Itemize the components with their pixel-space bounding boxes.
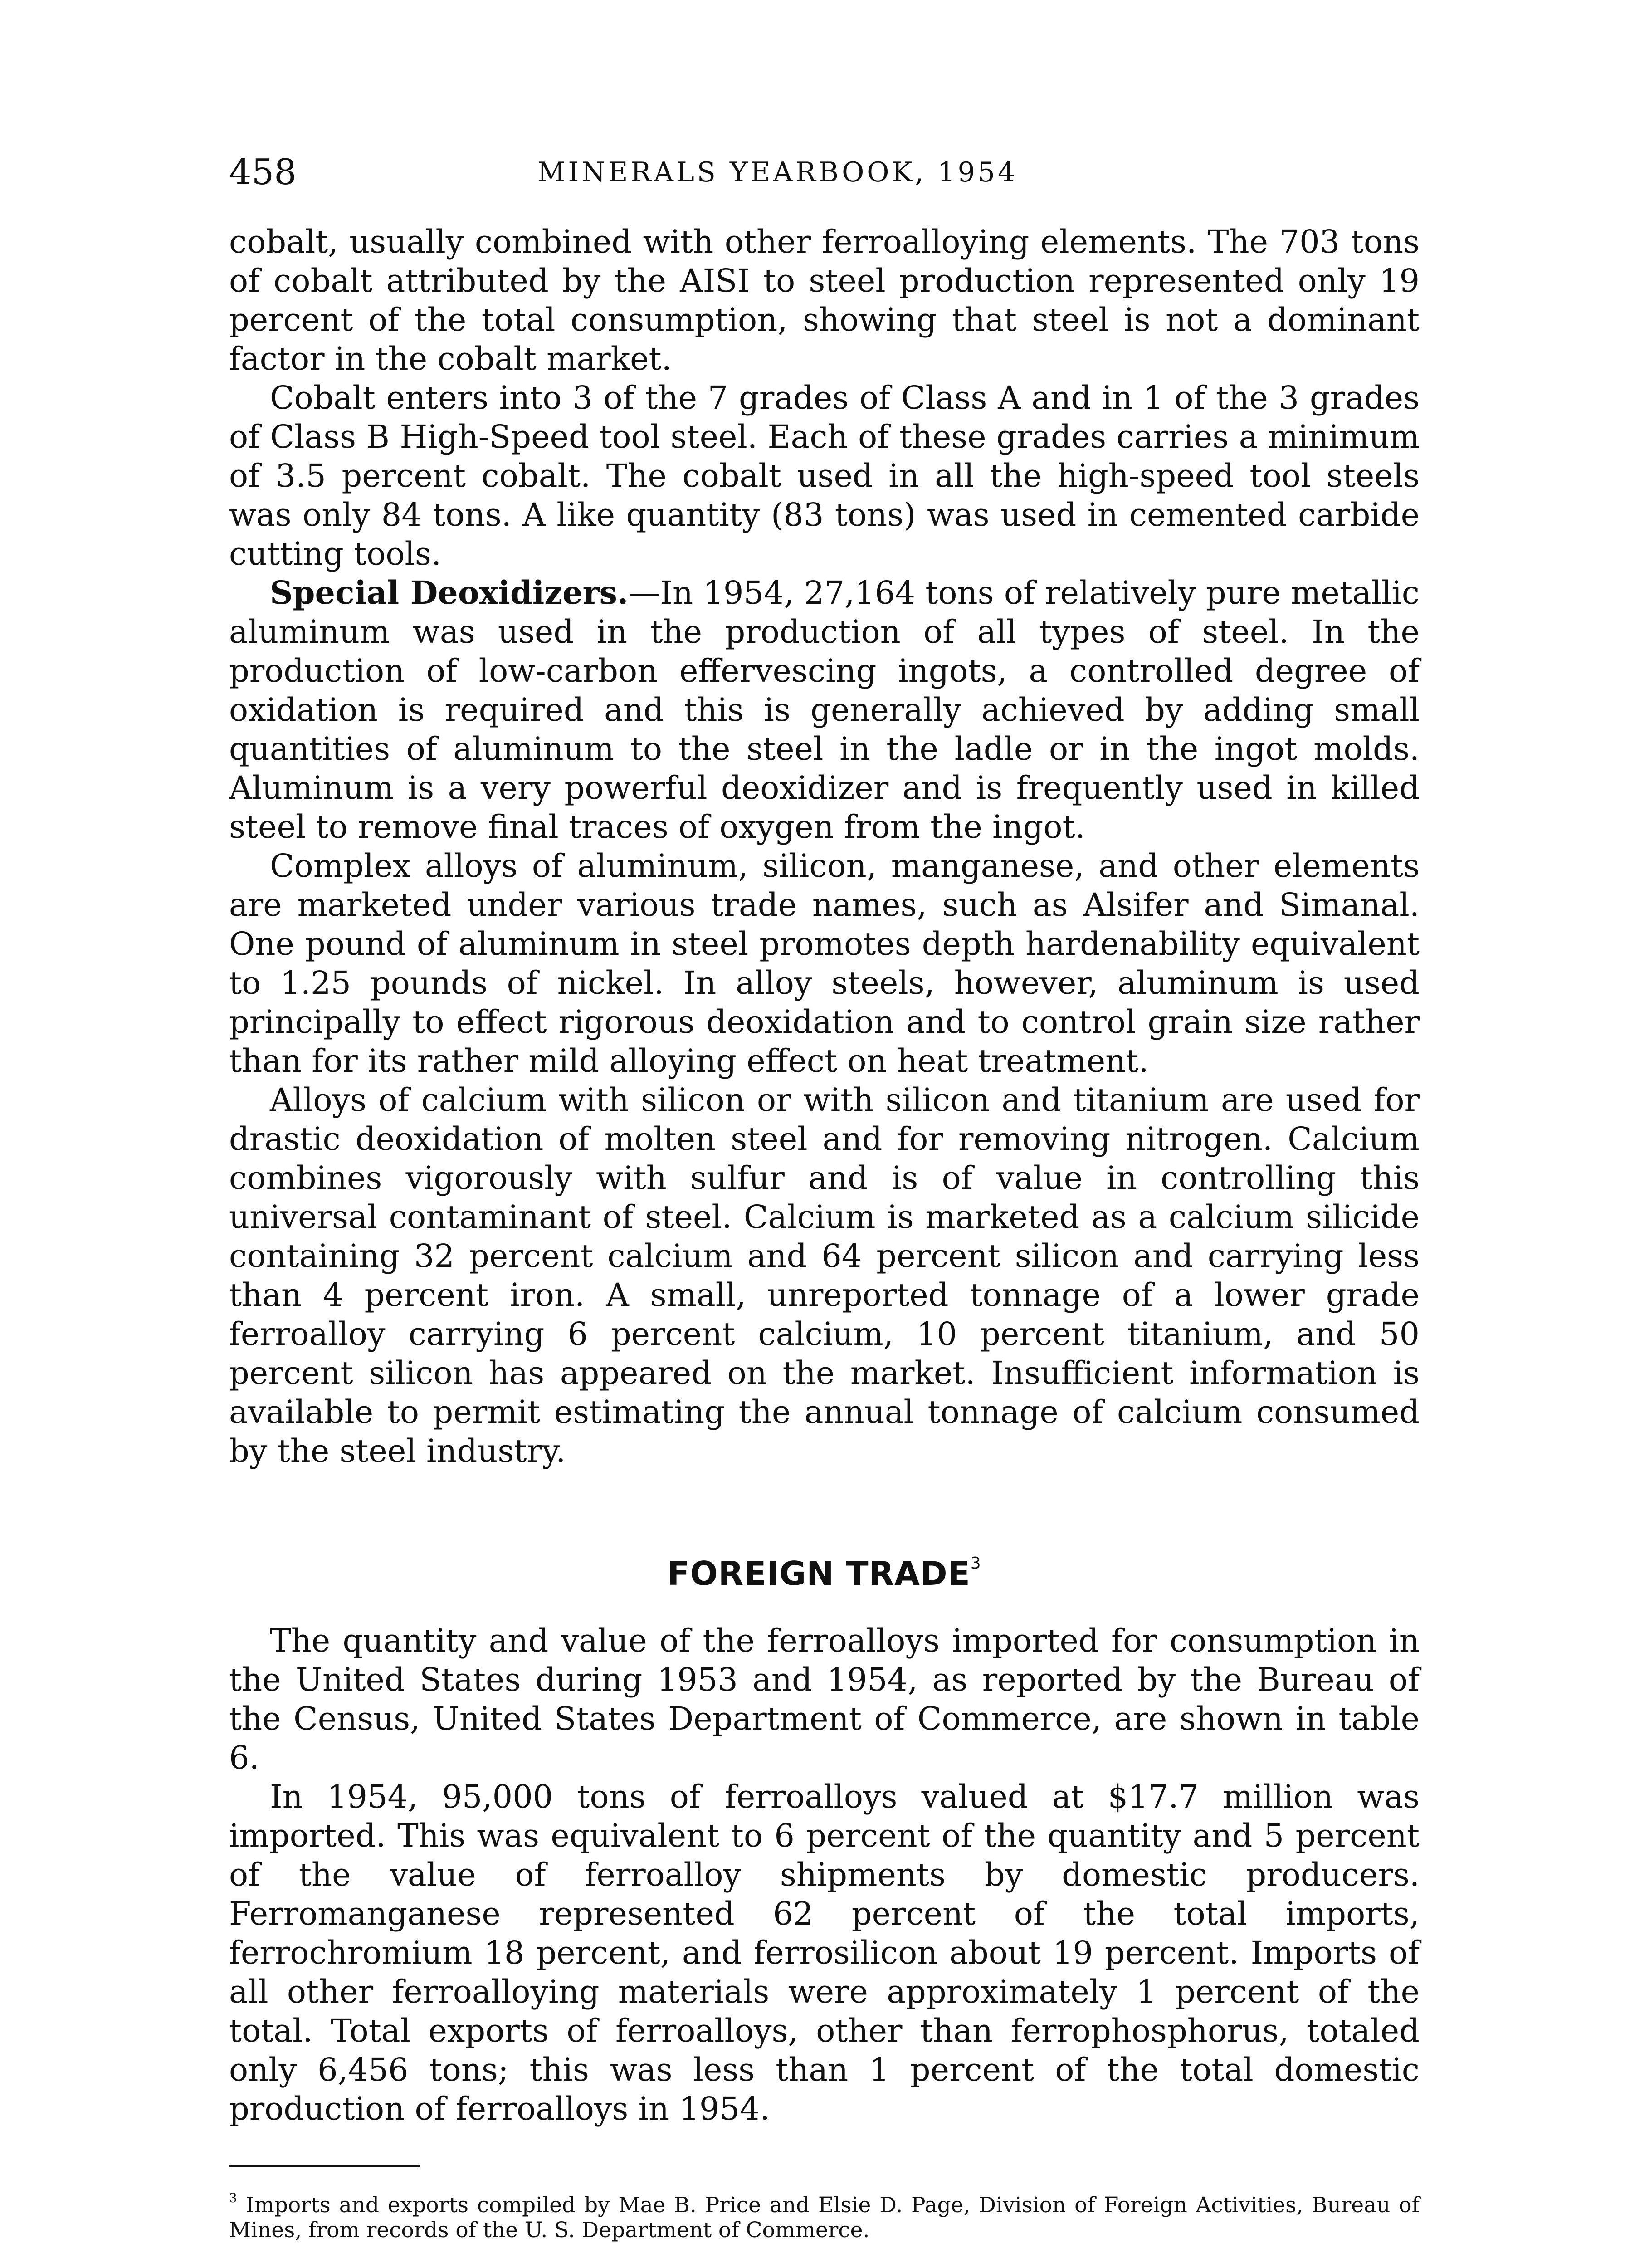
paragraph-special-deoxidizers xyxy=(229,573,1420,846)
paragraph-foreign-trade-imports: In 1954, 95,000 tons of ferroalloys valued at $17.7 million was imported. This was equivalent to 6 percent of the quantity and 5 percent of the value of ferroalloy shipments by domestic producers. Ferromanganese represented 62 percent of the total imports, ferrochromium 18 percent, and ferrosilicon about 19 percent. Imports of all other ferroalloying materials were approximately 1 percent of the total. Total exports of ferroalloys, other than ferrophosphorus, totaled only 6,456 tons; this was less than 1 percent of the total domestic production of ferroalloys in 1954. xyxy=(229,1778,1420,2127)
running-head xyxy=(229,150,1420,195)
footnote-divider xyxy=(229,2165,420,2167)
running-title: MINERALS YEARBOOK, 1954 xyxy=(537,156,1018,188)
footnote xyxy=(229,2185,1420,2243)
paragraph-complex-alloys: Complex alloys of aluminum, silicon, manganese, and other elements are marketed under various trade names, such as Alsifer and Simanal. One pound of aluminum in steel promotes depth hardenability equivalent to 1.25 pounds of nickel. In alloy steels, however, aluminum is used principally to effect rigorous deoxidation and to control grain size rather than for its rather mild alloying effect on heat treatment. xyxy=(229,847,1420,1080)
run-in-heading: Special Deoxidizers. xyxy=(270,574,629,611)
section-heading xyxy=(229,1539,1420,1598)
footnote-reference: 3 xyxy=(970,1554,981,1573)
document-page xyxy=(229,150,1420,2243)
paragraph-calcium-alloys: Alloys of calcium with silicon or with silicon and titanium are used for drastic deoxidation of molten steel and for removing nitrogen. Calcium combines vigorously with sulfur and is of value in controlling this universal contaminant of steel. Calcium is marketed as a calcium silicide containing 32 percent calcium and 64 percent silicon and carrying less than 4 percent iron. A small, unreported tonnage of a lower grade ferroalloy carrying 6 percent calcium, 10 percent titanium, and 50 percent silicon has appeared on the market. Insufficient information is available to permit estimating the annual tonnage of calcium consumed by the steel industry. xyxy=(229,1081,1420,1470)
section-heading-text: FOREIGN TRADE xyxy=(667,1554,971,1593)
paragraph-cobalt-continued: cobalt, usually combined with other ferroalloying elements. The 703 tons of cobalt attributed by the AISI to steel production represented only 19 percent of the total consumption, showing that steel is not a dominant factor in the cobalt market. xyxy=(229,223,1420,377)
page-number: 458 xyxy=(229,152,297,193)
footnote-marker: 3 xyxy=(229,2190,237,2205)
paragraph-cobalt-tool-steel: Cobalt enters into 3 of the 7 grades of Class A and in 1 of the 3 grades of Class B High-Speed tool steel. Each of these grades carries a minimum of 3.5 percent cobalt. The cobalt used in all the high-speed tool steels was only 84 tons. A like quantity (83 tons) was used in cemented carbide cutting tools. xyxy=(229,379,1420,572)
paragraph-foreign-trade-intro: The quantity and value of the ferroalloys imported for consumption in the United States during 1953 and 1954, as reported by the Bureau of the Census, United States Department of Commerce, are shown in table 6. xyxy=(229,1622,1420,1776)
body-text xyxy=(229,222,1420,2128)
footnote-text: Imports and exports compiled by Mae B. Price and Elsie D. Page, Division of Foreign Activities, Bureau of Mines, from records of the U. S. Department of Commerce. xyxy=(229,2193,1420,2243)
paragraph-text: —In 1954, 27,164 tons of relatively pure metallic aluminum was used in the production of all types of steel. In the production of low-carbon effervescing ingots, a controlled degree of oxidation is required and this is generally achieved by adding small quantities of aluminum to the steel in the ladle or in the ingot molds. Aluminum is a very powerful deoxidizer and is frequently used in killed steel to remove final traces of oxygen from the ingot. xyxy=(229,574,1420,846)
